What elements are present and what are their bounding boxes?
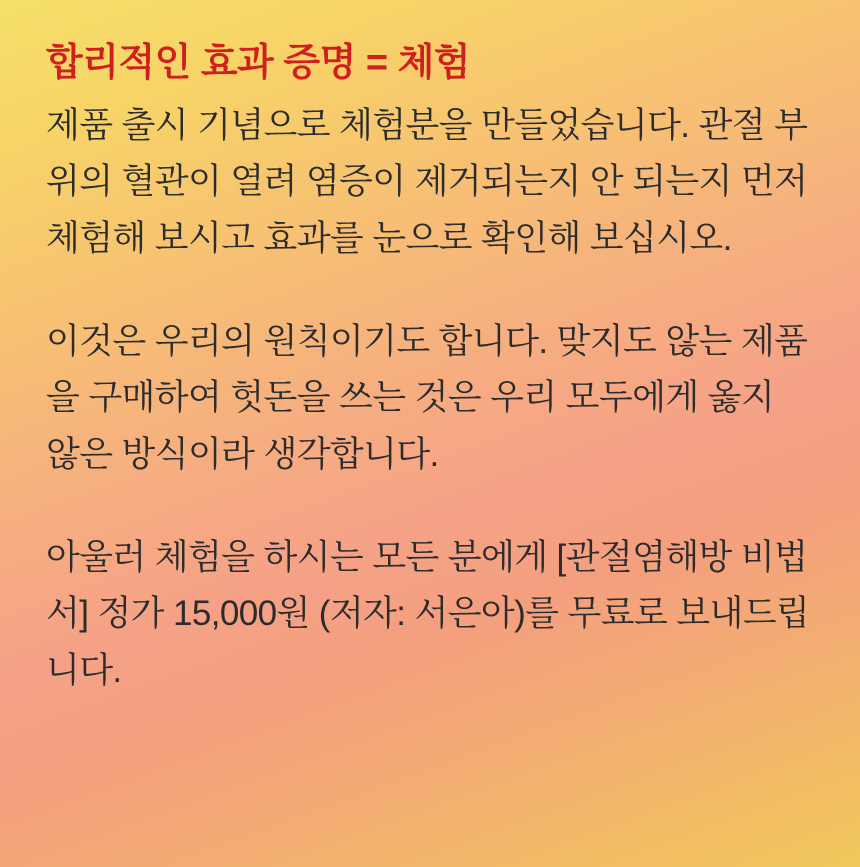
body-paragraph-2: 이것은 우리의 원칙이기도 합니다. 맞지도 않는 제품을 구매하여 헛돈을 쓰는 것은 우리 모두에게 옳지 않은 방식이라 생각합니다.: [46, 321, 808, 474]
body-paragraph-3: 아울러 체험을 하시는 모든 분에게 [관절염해방 비법서] 정가 15,000원 (저자: 서은아)를 무료로 보내드립니다.: [46, 537, 810, 690]
paragraph-spacer-2: [46, 484, 814, 530]
page-title: 합리적인 효과 증명 = 체험: [46, 42, 471, 84]
paragraph-spacer-1: [46, 268, 814, 314]
body-paragraph-1: 제품 출시 기념으로 체험분을 만들었습니다. 관절 부위의 혈관이 열려 염증이 제거되는지 안 되는지 먼저 체험해 보시고 효과를 눈으로 확인해 보십시오.: [46, 105, 808, 258]
